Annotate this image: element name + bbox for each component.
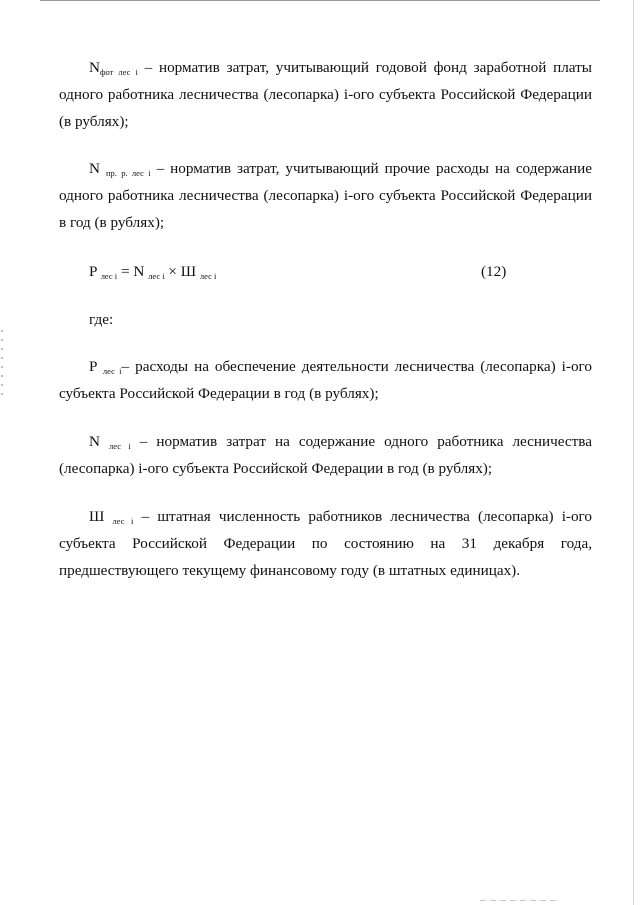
symbol-n: N — [89, 59, 100, 76]
symbol-n: N — [89, 433, 100, 450]
subscript: лес i — [112, 516, 134, 526]
definition-text: – норматив затрат, учитывающий годовой фонд заработной платы одного работника лесничества (лесопарка) i-ого субъекта Российской Федерации (в рублях); — [59, 59, 592, 130]
formula-number: (12) — [481, 263, 507, 280]
formula-n-sub: лес i — [148, 271, 165, 281]
explanation-text: – штатная численность работников лесничества (лесопарка) i-ого субъекта Российской Федерации по состоянию на 31 декабря года, — [59, 508, 593, 552]
symbol-p: P — [89, 358, 97, 375]
explanation-sh-les-end: предшествующего текущему финансовому году (в штатных единицах). — [59, 562, 521, 579]
explanation-text: – норматив затрат на содержание одного работника лесничества (лесопарка) i-ого субъекта Российской Федерации в год (в рублях); — [59, 433, 592, 477]
formula-p: P — [89, 263, 97, 280]
explanation-p-les — [59, 353, 592, 407]
where-label: где: — [89, 311, 114, 328]
definition-text: – норматив затрат, учитывающий прочие расходы на содержание одного работника лесничества (лесопарка) i-ого субъекта Российской Федерации в год (в рублях); — [59, 160, 593, 231]
formula-equals-n: = N — [117, 263, 145, 280]
formula-sh-sub: лес i — [199, 271, 217, 281]
subscript: фот лес i — [99, 67, 138, 77]
explanation-sh-les — [59, 503, 592, 557]
page-top-edge — [40, 0, 600, 1]
subscript: лес i — [102, 366, 122, 376]
definition-n-fot — [59, 54, 592, 135]
scan-bottom-marks — [480, 900, 560, 901]
scan-margin-marks — [1, 330, 3, 400]
page-right-edge — [633, 0, 634, 905]
explanation-n-les — [59, 428, 592, 482]
formula-p-sub: лес i — [100, 271, 118, 281]
explanation-text: – расходы на обеспечение деятельности лесничества (лесопарка) i-ого субъекта Российской Федерации в год (в рублях); — [59, 358, 592, 402]
formula-12 — [59, 258, 592, 285]
definition-n-pr — [59, 155, 592, 236]
document-body — [59, 54, 592, 584]
formula-times-sh: × Ш — [164, 263, 197, 280]
subscript: пр. р. лес i — [105, 168, 151, 178]
symbol-sh: Ш — [89, 508, 105, 525]
subscript: лес i — [109, 441, 131, 451]
symbol-n: N — [89, 160, 100, 177]
